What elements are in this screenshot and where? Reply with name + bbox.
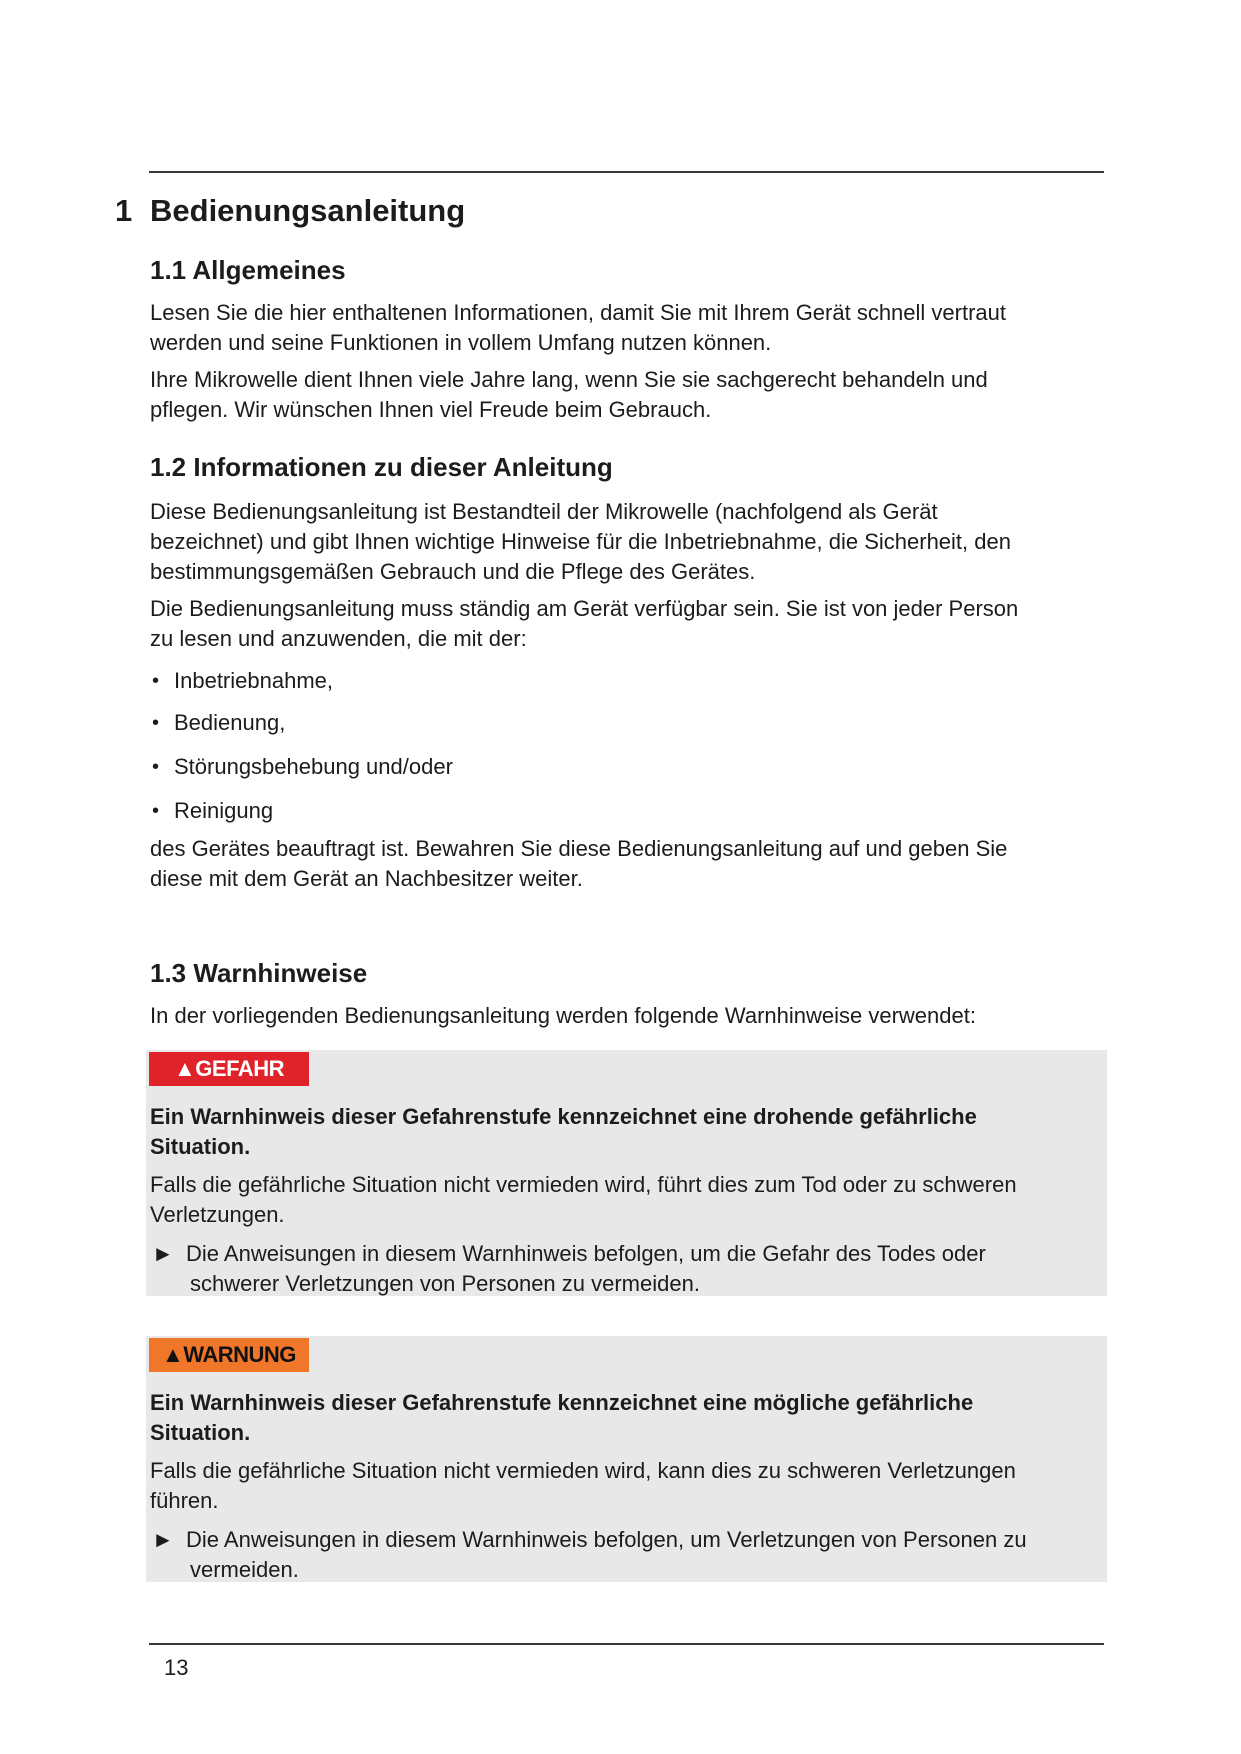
s12-p1-l2: bezeichnet) und gibt Ihnen wichtige Hinweise für die Inbetriebnahme, die Sicherheit, den	[150, 529, 1011, 554]
list-item: • Reinigung	[150, 796, 1090, 826]
warning-text-l1: Falls die gefährliche Situation nicht vermieden wird, kann dies zu schweren Verletzungen	[150, 1458, 1016, 1483]
section-1-3-title: 1.3 Warnhinweise	[150, 958, 368, 988]
s13-intro: In der vorliegenden Bedienungsanleitung werden folgende Warnhinweise verwendet:	[150, 1003, 976, 1028]
header-rule	[149, 171, 1104, 173]
danger-badge: ▲GEFAHR	[149, 1052, 309, 1086]
section-1-2-title: 1.2 Informationen zu dieser Anleitung	[150, 452, 613, 482]
danger-action-l1: Die Anweisungen in diesem Warnhinweis befolgen, um die Gefahr des Todes oder	[186, 1241, 986, 1266]
triangle-right-icon: ►	[152, 1527, 174, 1552]
section-1-2	[150, 452, 1090, 894]
s11-p2-l1: Ihre Mikrowelle dient Ihnen viele Jahre lang, wenn Sie sie sachgerecht behandeln und	[150, 367, 988, 392]
danger-action-l2: schwerer Verletzungen von Personen zu vermeiden.	[190, 1271, 700, 1296]
danger-action	[150, 1239, 1100, 1299]
warning-action	[150, 1525, 1100, 1585]
list-item: • Bedienung,	[150, 708, 1090, 738]
list-item: • Inbetriebnahme,	[150, 666, 1090, 696]
danger-notice	[146, 1050, 1107, 1296]
s11-p2-l2: pflegen. Wir wünschen Ihnen viel Freude beim Gebrauch.	[150, 397, 712, 422]
chapter-title-text: Bedienungsanleitung	[150, 193, 466, 228]
section-1-3	[150, 958, 1090, 1031]
s12-bullet-list	[150, 666, 1090, 826]
s12-p2	[150, 594, 1090, 654]
warning-heading-l1: Ein Warnhinweis dieser Gefahrenstufe kennzeichnet eine mögliche gefährliche	[150, 1390, 974, 1415]
warning-heading-l2: Situation.	[150, 1420, 251, 1445]
danger-notice-body	[150, 1102, 1100, 1299]
s12-p1-l1: Diese Bedienungsanleitung ist Bestandteil der Mikrowelle (nachfolgend als Gerät	[150, 499, 938, 524]
danger-text	[150, 1170, 1100, 1230]
chapter-number: 1	[115, 193, 133, 228]
s12-p2-l2: zu lesen und anzuwenden, die mit der:	[150, 626, 527, 651]
warning-notice-body	[150, 1388, 1100, 1585]
s12-p3	[150, 834, 1090, 894]
s12-p2-l1: Die Bedienungsanleitung muss ständig am Gerät verfügbar sein. Sie ist von jeder Person	[150, 596, 1019, 621]
s11-p1-l2: werden und seine Funktionen in vollem Umfang nutzen können.	[150, 330, 772, 355]
warning-text	[150, 1456, 1100, 1516]
s11-p2	[150, 365, 1090, 425]
list-item: • Störungsbehebung und/oder	[150, 752, 1090, 782]
s11-p1-l1: Lesen Sie die hier enthaltenen Informationen, damit Sie mit Ihrem Gerät schnell vertraut	[150, 300, 1007, 325]
danger-heading	[150, 1102, 1100, 1162]
section-1-1	[150, 255, 1090, 425]
s12-p3-l2: diese mit dem Gerät an Nachbesitzer weiter.	[150, 866, 583, 891]
footer-rule	[149, 1643, 1104, 1645]
warning-notice	[146, 1336, 1107, 1582]
s12-p1	[150, 497, 1090, 587]
danger-text-l1: Falls die gefährliche Situation nicht vermieden wird, führt dies zum Tod oder zu schweren	[150, 1172, 1017, 1197]
warning-action-l1: Die Anweisungen in diesem Warnhinweis befolgen, um Verletzungen von Personen zu	[186, 1527, 1027, 1552]
warning-heading	[150, 1388, 1100, 1448]
warning-badge: ▲WARNUNG	[149, 1338, 309, 1372]
s12-p3-l1: des Gerätes beauftragt ist. Bewahren Sie diese Bedienungsanleitung auf und geben Sie	[150, 836, 1008, 861]
danger-text-l2: Verletzungen.	[150, 1202, 285, 1227]
s12-p1-l3: bestimmungsgemäßen Gebrauch und die Pflege des Gerätes.	[150, 559, 756, 584]
warning-action-l2: vermeiden.	[190, 1557, 299, 1582]
triangle-right-icon: ►	[152, 1241, 174, 1266]
warning-text-l2: führen.	[150, 1488, 219, 1513]
section-1-1-title: 1.1 Allgemeines	[150, 255, 346, 285]
s11-p1	[150, 298, 1090, 358]
danger-heading-l1: Ein Warnhinweis dieser Gefahrenstufe kennzeichnet eine drohende gefährliche	[150, 1104, 977, 1129]
page-number: 13	[164, 1655, 189, 1680]
danger-heading-l2: Situation.	[150, 1134, 251, 1159]
chapter-title	[115, 193, 465, 229]
